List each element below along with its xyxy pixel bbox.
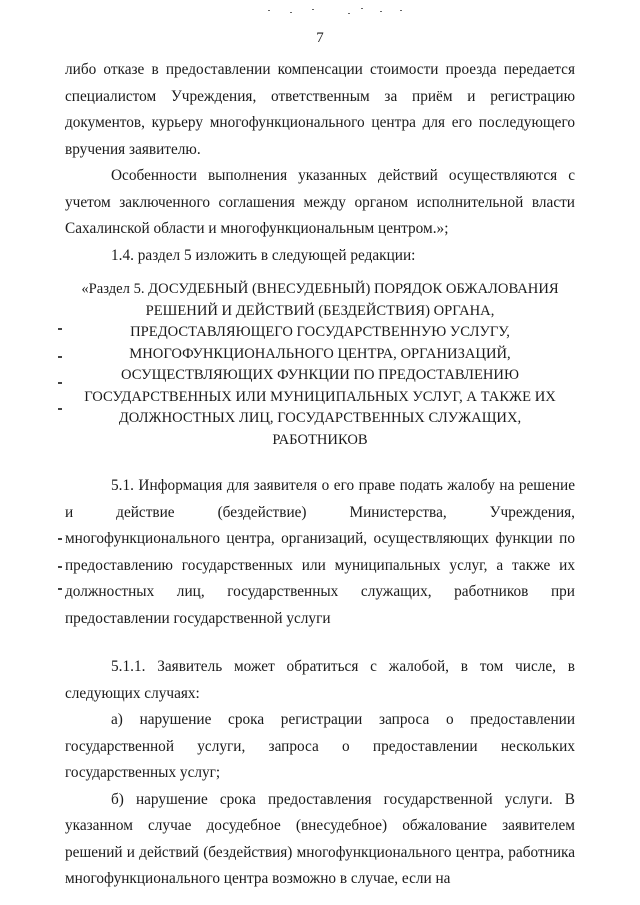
paragraph-item-a: а) нарушение срока регистрации запроса о предоставлении государственной услуги, запроса о предоставлении нескольких государственных услуг; <box>65 711 575 781</box>
section-5-heading <box>65 279 575 451</box>
paragraph-agreement-note: Особенности выполнения указанных действий осуществляются с учетом заключенного соглашения между органом исполнительной власти Сахалинской области и многофункциональным центром.»; <box>65 167 575 237</box>
heading-line: ДОЛЖНОСТНЫХ ЛИЦ, ГОСУДАРСТВЕННЫХ СЛУЖАЩИХ, <box>118 410 522 426</box>
heading-line: ГОСУДАРСТВЕННЫХ ИЛИ МУНИЦИПАЛЬНЫХ УСЛУГ, А ТАКЖЕ ИХ <box>84 388 556 405</box>
heading-line: «Раздел 5. ДОСУДЕБНЫЙ (ВНЕСУДЕБНЫЙ) ПОРЯДОК ОБЖАЛОВАНИЯ <box>81 281 559 297</box>
paragraph-5-1: 5.1. Информация для заявителя о его праве подать жалобу на решение и действие (бездействие) Министерства, Учреждения, многофункционального центра, организаций, осуществляющих функции по предоставлению государственных или муниципальных услуг, а также их должностных лиц, государственных служащих, работников при предоставлении государственной услуги <box>65 477 575 627</box>
heading-line: РЕШЕНИЙ И ДЕЙСТВИЙ (БЕЗДЕЙСТВИЯ) ОРГАНА, <box>145 302 495 319</box>
heading-line: ПРЕДОСТАВЛЯЮЩЕГО ГОСУДАРСТВЕННУЮ УСЛУГУ, <box>130 324 510 340</box>
page-number: 7 <box>316 30 324 46</box>
heading-line: ОСУЩЕСТВЛЯЮЩИХ ФУНКЦИИ ПО ПРЕДОСТАВЛЕНИЮ <box>121 367 519 383</box>
heading-line: РАБОТНИКОВ <box>272 431 368 448</box>
paragraph-amendment-1-4: 1.4. раздел 5 изложить в следующей редакции: <box>111 246 416 264</box>
document-body <box>65 57 575 893</box>
paragraph-item-b: б) нарушение срока предоставления государственной услуги. В указанном случае досудебное (внесудебное) обжалование заявителем решений и действий (бездействия) многофункционального центра, работника многофункционального центра возможно в случае, если на <box>65 790 575 887</box>
heading-line: МНОГОФУНКЦИОНАЛЬНОГО ЦЕНТРА, ОРГАНИЗАЦИЙ, <box>129 345 511 362</box>
scan-artifacts <box>260 6 420 20</box>
paragraph-compensation-transfer: либо отказе в предоставлении компенсации стоимости проезда передается специалистом Учреждения, ответственным за приём и регистрацию документов, курьеру многофункционального центра для его последующего вручения заявителю. <box>65 61 575 158</box>
paragraph-5-1-1: 5.1.1. Заявитель может обратиться с жалобой, в том числе, в следующих случаях: <box>65 658 575 702</box>
